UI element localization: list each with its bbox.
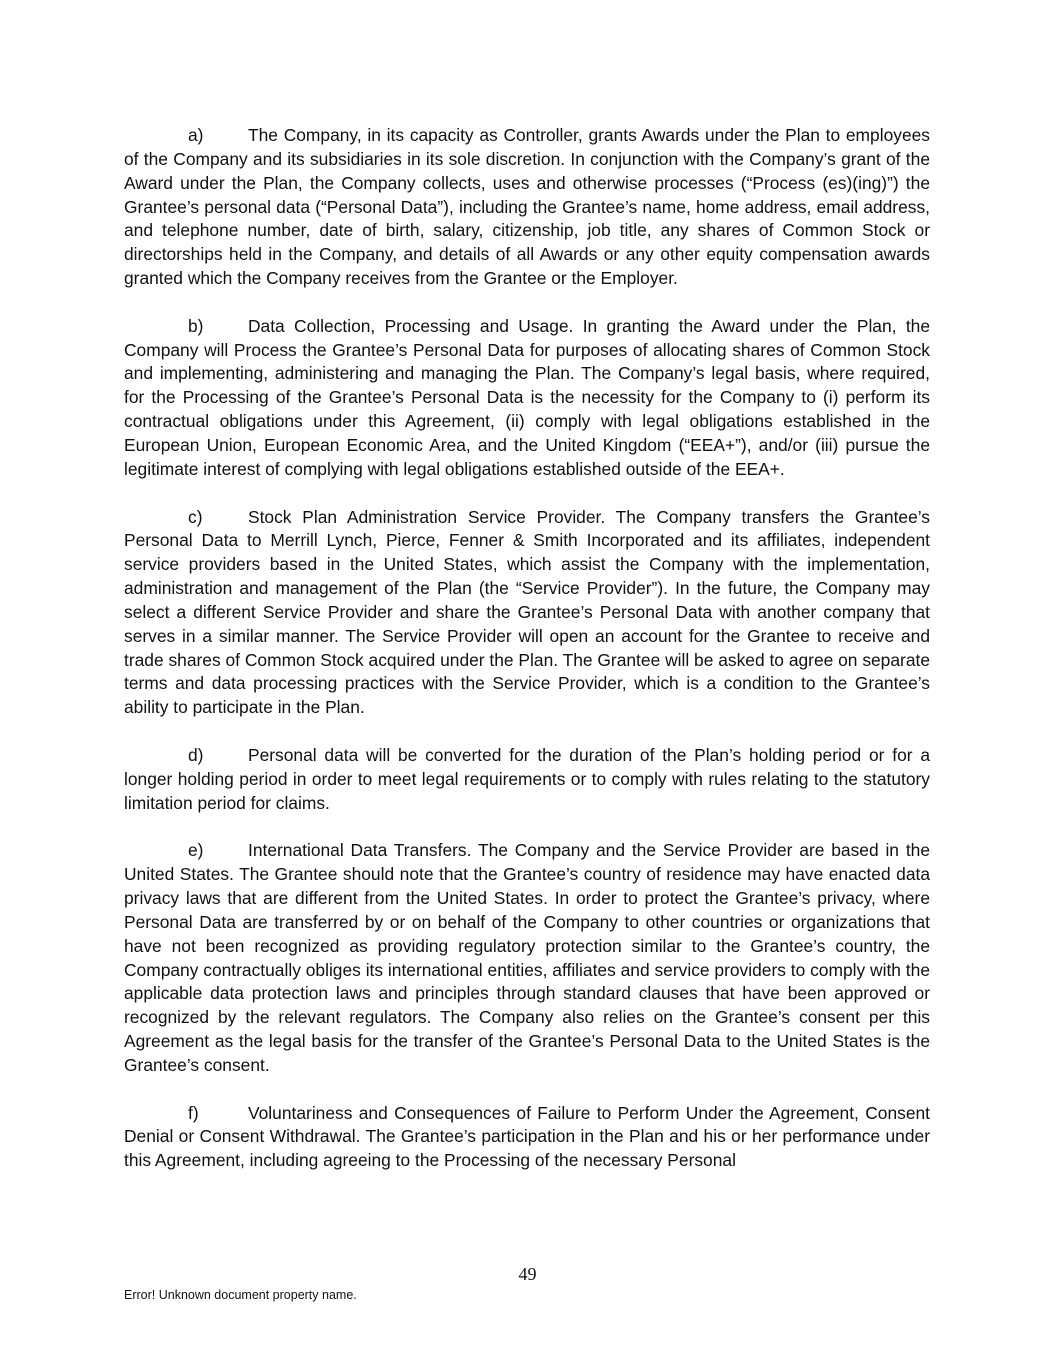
paragraph-text: Voluntariness and Consequences of Failure to Perform Under the Agreement, Consent Denial or Consent Withdrawal. The Grantee’s participation in the Plan and his or her performance under this Agreement, including agreeing to the Processing of the necessary Personal	[124, 1102, 930, 1171]
paragraph-e	[124, 839, 930, 1077]
document-body	[124, 124, 930, 1197]
paragraph-f	[124, 1102, 930, 1174]
paragraph-marker: d)	[188, 744, 204, 765]
paragraph-text: The Company, in its capacity as Controller, grants Awards under the Plan to employees of the Company and its subsidiaries in its sole discretion. In conjunction with the Company’s grant of the Award under the Plan, the Company collects, uses and otherwise processes (“Process (es)(ing)”) the Grantee’s personal data (“Personal Data”), including the Grantee’s name, home address, email address, and telephone number, date of birth, salary, citizenship, job title, any shares of Common Stock or directorships held in the Company, and details of all Awards or any other equity compensation awards granted which the Company receives from the Grantee or the Employer.	[124, 125, 930, 289]
paragraph-marker: f)	[188, 1102, 199, 1123]
paragraph-text: Data Collection, Processing and Usage. In granting the Award under the Plan, the Company will Process the Grantee’s Personal Data for purposes of allocating shares of Common Stock and implementing, administering and managing the Plan. The Company’s legal basis, where required, for the Processing of the Grantee’s Personal Data is the necessity for the Company to (i) perform its contractual obligations under this Agreement, (ii) comply with legal obligations established in the European Union, European Economic Area, and the United Kingdom (“EEA+”), and/or (iii) pursue the legitimate interest of complying with legal obligations established outside of the EEA+.	[124, 315, 930, 479]
paragraph-text: International Data Transfers. The Company and the Service Provider are based in the United States. The Grantee should note that the Grantee’s country of residence may have enacted data privacy laws that are different from the United States. In order to protect the Grantee’s privacy, where Personal Data are transferred by or on behalf of the Company to other countries or organizations that have not been recognized as providing regulatory protection similar to the Grantee’s country, the Company contractually obliges its international entities, affiliates and service providers to comply with the applicable data protection laws and principles through standard clauses that have been approved or recognized by the relevant regulators. The Company also relies on the Grantee’s consent per this Agreement as the legal basis for the transfer of the Grantee’s Personal Data to the United States is the Grantee’s consent.	[124, 840, 930, 1075]
paragraph-text: Personal data will be converted for the duration of the Plan’s holding period or for a longer holding period in order to meet legal requirements or to comply with rules relating to the statutory limitation period for claims.	[124, 744, 930, 813]
paragraph-a	[124, 124, 930, 291]
paragraph-d	[124, 744, 930, 816]
paragraph-marker: b)	[188, 315, 204, 336]
paragraph-b	[124, 315, 930, 482]
paragraph-text: Stock Plan Administration Service Provider. The Company transfers the Grantee’s Personal Data to Merrill Lynch, Pierce, Fenner & Smith Incorporated and its affiliates, independent service providers based in the United States, which assist the Company with the implementation, administration and management of the Plan (the “Service Provider”). In the future, the Company may select a different Service Provider and share the Grantee’s Personal Data with another company that serves in a similar manner. The Service Provider will open an account for the Grantee to receive and trade shares of Common Stock acquired under the Plan. The Grantee will be asked to agree on separate terms and data processing practices with the Service Provider, which is a condition to the Grantee’s ability to participate in the Plan.	[124, 506, 930, 718]
page-number: 49	[518, 1264, 537, 1284]
footer-text: Error! Unknown document property name.	[124, 1288, 357, 1302]
paragraph-marker: a)	[188, 125, 204, 145]
paragraph-marker: e)	[188, 840, 204, 861]
paragraph-c	[124, 506, 930, 721]
paragraph-marker: c)	[188, 506, 203, 527]
